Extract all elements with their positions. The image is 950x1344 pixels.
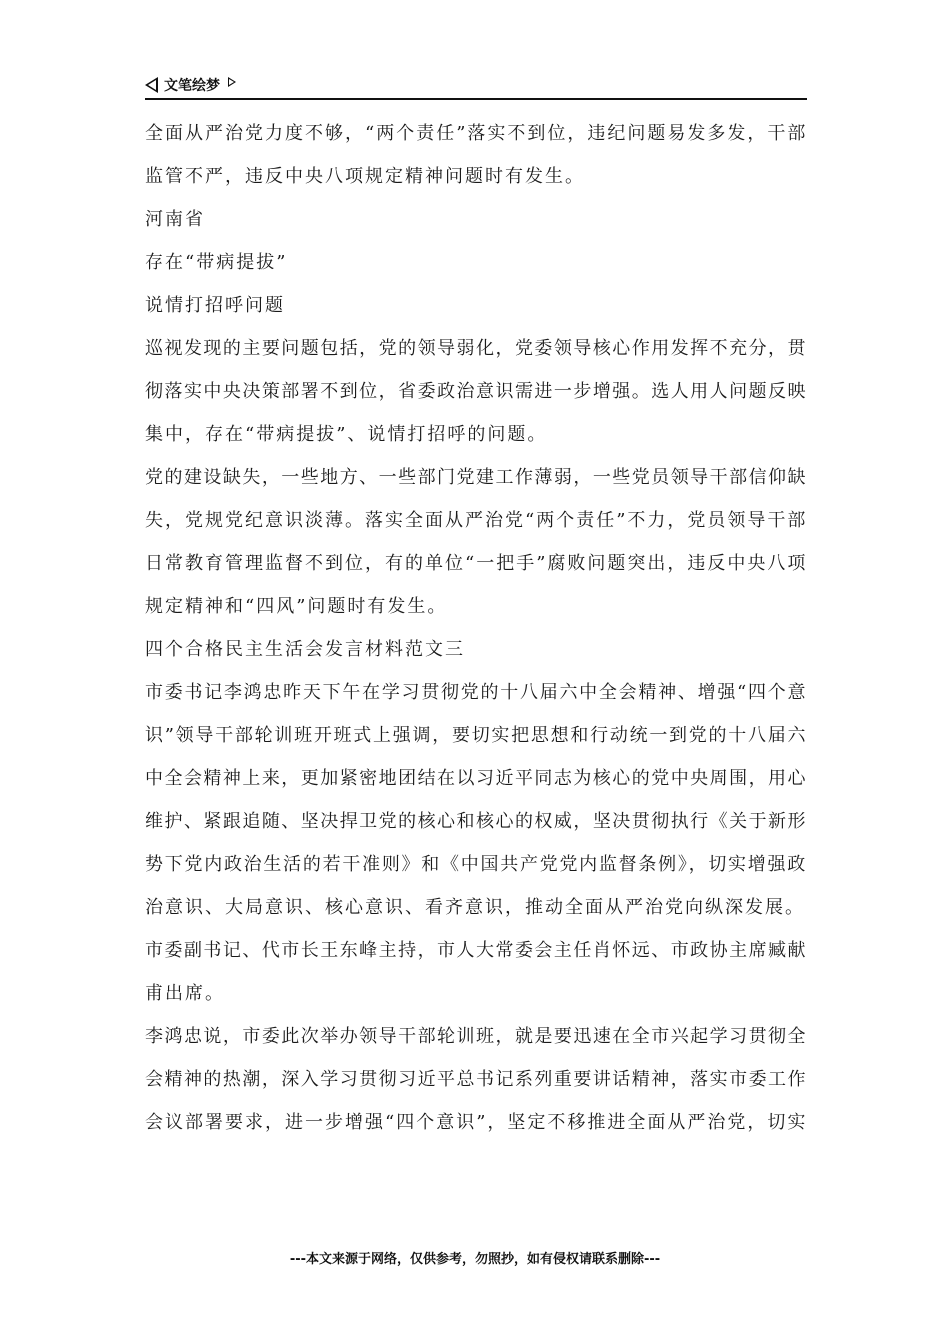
- paragraph-line: 市委书记李鸿忠昨天下午在学习贯彻党的十八届六中全会精神、增强“四个意: [145, 682, 808, 703]
- paragraph-line: 彻落实中央决策部署不到位，省委政治意识需进一步增强。选人用人问题反映: [145, 381, 807, 402]
- paragraph: [145, 628, 807, 671]
- paragraph-line: 维护、紧跟追随、坚决捍卫党的核心和核心的权威，坚决贯彻执行《关于新形: [145, 811, 807, 832]
- paragraph-line: 党的建设缺失，一些地方、一些部门党建工作薄弱，一些党员领导干部信仰缺: [145, 467, 807, 488]
- paragraph-line: 监管不严，违反中央八项规定精神问题时有发生。: [145, 166, 585, 187]
- paragraph-line: 巡视发现的主要问题包括，党的领导弱化，党委领导核心作用发挥不充分，贯: [145, 338, 807, 359]
- paragraph-line: 失，党规党纪意识淡薄。落实全面从严治党“两个责任”不力，党员领导干部: [145, 510, 808, 531]
- paragraph-line: 势下党内政治生活的若干准则》和《中国共产党党内监督条例》，切实增强政: [145, 854, 807, 875]
- paragraph-line: 中全会精神上来，更加紧密地团结在以习近平同志为核心的党中央周围，用心: [145, 768, 807, 789]
- triangle-right-icon: [228, 77, 236, 87]
- paragraph: [145, 284, 807, 327]
- paragraph: [145, 327, 807, 456]
- paragraph: [145, 671, 807, 929]
- paragraph-line: 河南省: [145, 209, 205, 230]
- document-body: [145, 112, 807, 1144]
- paragraph-line: 全面从严治党力度不够，“两个责任”落实不到位，违纪问题易发多发，干部: [145, 123, 808, 144]
- paragraph-line: 日常教育管理监督不到位，有的单位“一把手”腐败问题突出，违反中央八项: [145, 553, 808, 574]
- paragraph-line: 识”领导干部轮训班开班式上强调，要切实把思想和行动统一到党的十八届六: [145, 725, 808, 746]
- paragraph-line: 市委副书记、代市长王东峰主持，市人大常委会主任肖怀远、市政协主席臧献: [145, 940, 807, 961]
- paragraph-line: 会议部署要求，进一步增强“四个意识”，坚定不移推进全面从严治党，切实: [145, 1112, 808, 1133]
- page-header: [145, 72, 807, 100]
- header-title: 文笔绘梦: [164, 78, 220, 94]
- paragraph: [145, 1015, 807, 1144]
- paragraph-line: 甫出席。: [145, 983, 225, 1004]
- paragraph-line: 存在“带病提拔”: [145, 252, 288, 273]
- paragraph-line: 治意识、大局意识、核心意识、看齐意识，推动全面从严治党向纵深发展。: [145, 897, 805, 918]
- paragraph-line: 规定精神和“四风”问题时有发生。: [145, 596, 448, 617]
- paragraph-line: 说情打招呼问题: [145, 295, 285, 316]
- paragraph-line: 李鸿忠说，市委此次举办领导干部轮训班，就是要迅速在全市兴起学习贯彻全: [145, 1026, 807, 1047]
- paragraph: [145, 198, 807, 241]
- paragraph: [145, 112, 807, 198]
- paragraph-line: 四个合格民主生活会发言材料范文三: [145, 639, 465, 660]
- paragraph: [145, 456, 807, 628]
- footer-disclaimer: ---本文来源于网络，仅供参考，勿照抄，如有侵权请联系删除---: [289, 1252, 661, 1267]
- triangle-left-icon: [145, 77, 158, 93]
- paragraph-line: 会精神的热潮，深入学习贯彻习近平总书记系列重要讲话精神，落实市委工作: [145, 1069, 807, 1090]
- paragraph: [145, 929, 807, 1015]
- paragraph-line: 集中，存在“带病提拔”、说情打招呼的问题。: [145, 424, 548, 445]
- paragraph: [145, 241, 807, 284]
